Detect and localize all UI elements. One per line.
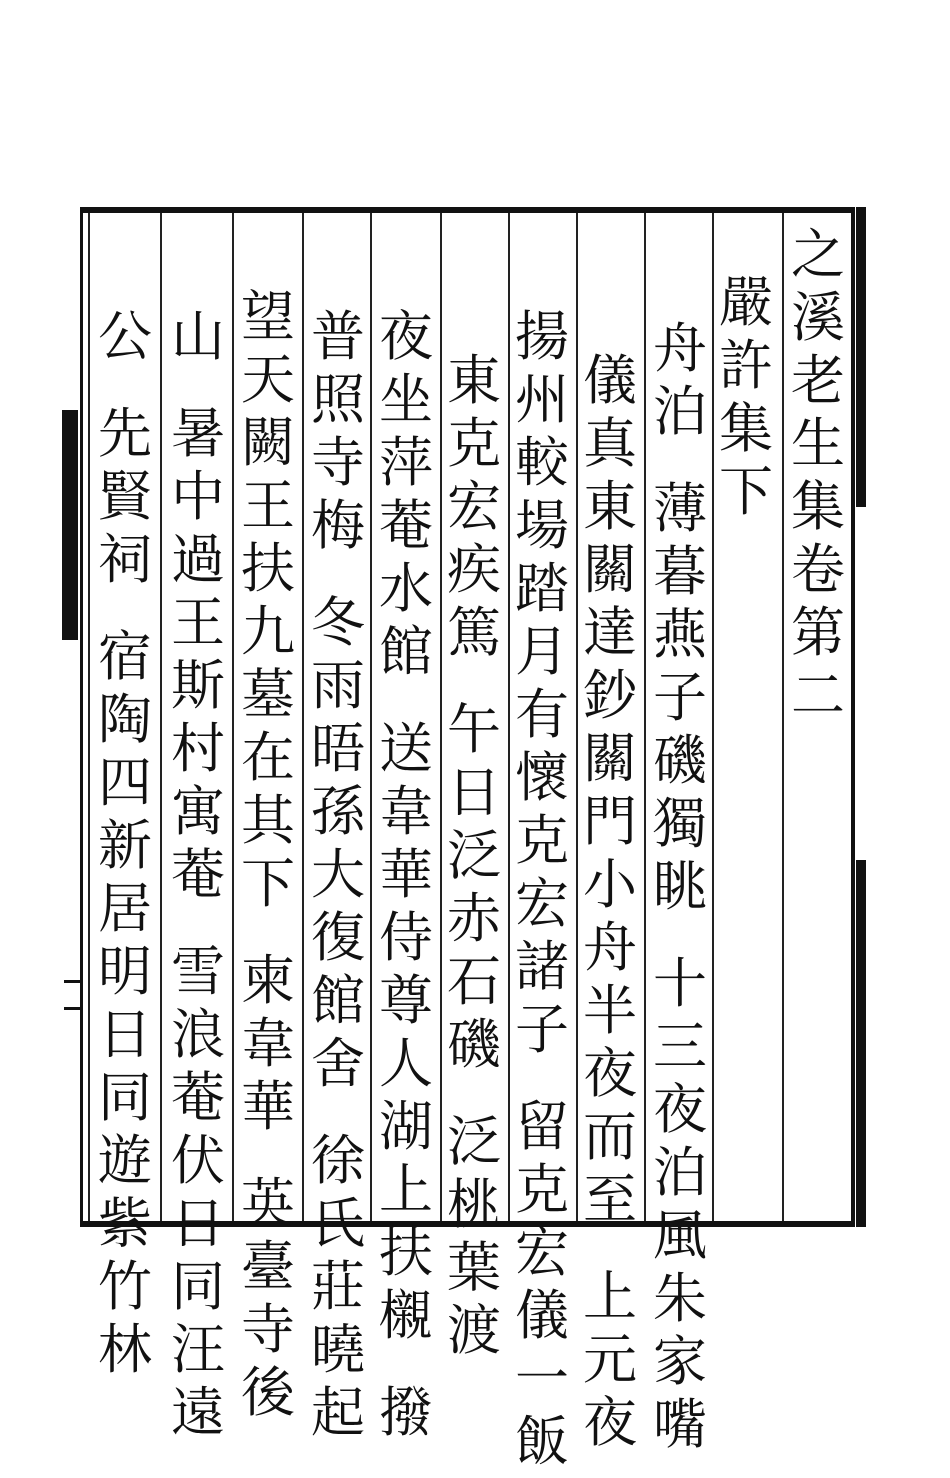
glyph: 汪 <box>171 1318 225 1381</box>
glyph: 日 <box>98 1003 152 1066</box>
glyph: 館 <box>311 969 365 1032</box>
glyph: 普 <box>311 305 365 368</box>
glyph: 生 <box>791 412 845 475</box>
glyph: 居 <box>98 877 152 940</box>
glyph: 水 <box>379 557 433 620</box>
glyph: 泊 <box>653 1141 707 1204</box>
glyph: 氏 <box>311 1192 365 1255</box>
glyph: 韋 <box>241 1012 295 1075</box>
glyph: 獨 <box>653 792 707 855</box>
column-rule <box>302 213 304 1221</box>
glyph: 舟 <box>583 916 637 979</box>
glyph: 坐 <box>379 368 433 431</box>
glyph: 州 <box>515 368 569 431</box>
glyph: 十 <box>653 952 707 1015</box>
glyph: 篤 <box>447 601 501 664</box>
text-column <box>509 305 575 1478</box>
column-rule <box>88 213 90 1221</box>
glyph: 王 <box>241 474 295 537</box>
glyph: 三 <box>653 1015 707 1078</box>
glyph: 溪 <box>791 286 845 349</box>
glyph: 撥 <box>379 1381 433 1444</box>
glyph: 磯 <box>447 1013 501 1076</box>
glyph: 葉 <box>447 1236 501 1299</box>
glyph: 儀 <box>515 1284 569 1347</box>
glyph: 徐 <box>311 1129 365 1192</box>
glyph: 燕 <box>653 603 707 666</box>
glyph: 柬 <box>241 949 295 1012</box>
glyph: 菴 <box>171 843 225 906</box>
glyph: 華 <box>241 1075 295 1138</box>
glyph: 東 <box>447 349 501 412</box>
glyph: 湖 <box>379 1095 433 1158</box>
glyph: 夜 <box>379 305 433 368</box>
glyph: 集 <box>791 475 845 538</box>
glyph: 望 <box>241 285 295 348</box>
glyph: 山 <box>171 305 225 368</box>
glyph: 英 <box>241 1172 295 1235</box>
glyph: 墓 <box>241 663 295 726</box>
glyph: 石 <box>447 950 501 1013</box>
glyph: 莊 <box>311 1255 365 1318</box>
glyph: 克 <box>447 412 501 475</box>
glyph: 日 <box>447 761 501 824</box>
glyph: 子 <box>653 666 707 729</box>
glyph: 萍 <box>379 431 433 494</box>
glyph: 伏 <box>171 1129 225 1192</box>
column-rule <box>644 213 646 1221</box>
glyph: 第 <box>791 601 845 664</box>
glyph: 真 <box>583 412 637 475</box>
column-rule <box>160 213 162 1221</box>
glyph: 踏 <box>515 557 569 620</box>
glyph: 新 <box>98 814 152 877</box>
glyph: 寺 <box>311 431 365 494</box>
glyph: 王 <box>171 591 225 654</box>
glyph: 關 <box>583 727 637 790</box>
glyph: 九 <box>241 600 295 663</box>
glyph: 半 <box>583 979 637 1042</box>
glyph: 而 <box>583 1105 637 1168</box>
glyph: 上 <box>583 1265 637 1328</box>
glyph: 闕 <box>241 411 295 474</box>
glyph: 二 <box>791 664 845 727</box>
glyph: 泊 <box>653 380 707 443</box>
right-edge-mark <box>856 207 866 507</box>
glyph: 克 <box>515 1158 569 1221</box>
glyph: 櫬 <box>379 1284 433 1347</box>
glyph: 宿 <box>98 625 152 688</box>
glyph: 照 <box>311 368 365 431</box>
glyph: 竹 <box>98 1255 152 1318</box>
glyph: 中 <box>171 465 225 528</box>
glyph: 菴 <box>379 494 433 557</box>
glyph: 場 <box>515 494 569 557</box>
glyph: 先 <box>98 402 152 465</box>
glyph: 冬 <box>311 591 365 654</box>
glyph: 諸 <box>515 935 569 998</box>
text-column <box>92 305 158 1386</box>
glyph: 斯 <box>171 654 225 717</box>
glyph: 孫 <box>311 780 365 843</box>
glyph: 公 <box>98 305 152 368</box>
glyph: 扶 <box>379 1221 433 1284</box>
glyph: 天 <box>241 348 295 411</box>
glyph: 卷 <box>791 538 845 601</box>
glyph: 夜 <box>583 1042 637 1105</box>
glyph: 同 <box>98 1066 152 1129</box>
glyph: 明 <box>98 940 152 1003</box>
glyph: 林 <box>98 1318 152 1381</box>
glyph: 華 <box>379 843 433 906</box>
glyph: 之 <box>791 223 845 286</box>
glyph: 關 <box>583 538 637 601</box>
glyph: 暮 <box>653 540 707 603</box>
glyph: 月 <box>515 620 569 683</box>
glyph: 子 <box>515 998 569 1061</box>
glyph: 小 <box>583 853 637 916</box>
glyph: 渡 <box>447 1299 501 1362</box>
glyph: 晤 <box>311 717 365 780</box>
right-edge-mark-lower <box>856 860 866 1227</box>
glyph: 夜 <box>583 1391 637 1454</box>
glyph: 懷 <box>515 746 569 809</box>
glyph: 薄 <box>653 477 707 540</box>
glyph: 午 <box>447 698 501 761</box>
text-column <box>305 305 371 1449</box>
text-column <box>577 349 643 1459</box>
glyph: 許 <box>719 334 773 397</box>
glyph: 疾 <box>447 538 501 601</box>
glyph: 一 <box>515 1347 569 1410</box>
text-column <box>235 285 301 1429</box>
glyph: 下 <box>719 460 773 523</box>
glyph: 老 <box>791 349 845 412</box>
glyph: 有 <box>515 683 569 746</box>
glyph: 祠 <box>98 528 152 591</box>
glyph: 後 <box>241 1361 295 1424</box>
glyph: 夜 <box>653 1078 707 1141</box>
glyph: 門 <box>583 790 637 853</box>
glyph: 宏 <box>515 1221 569 1284</box>
glyph: 朱 <box>653 1267 707 1330</box>
glyph: 雨 <box>311 654 365 717</box>
glyph: 寓 <box>171 780 225 843</box>
glyph: 大 <box>311 843 365 906</box>
glyph: 眺 <box>653 855 707 918</box>
glyph: 舟 <box>653 317 707 380</box>
glyph: 臺 <box>241 1235 295 1298</box>
glyph: 韋 <box>379 780 433 843</box>
text-column <box>373 305 439 1449</box>
book-spine-edge <box>62 410 78 640</box>
column-rule <box>782 213 784 1221</box>
glyph: 遠 <box>171 1381 225 1444</box>
glyph: 集 <box>719 397 773 460</box>
glyph: 菴 <box>171 1066 225 1129</box>
glyph: 同 <box>171 1255 225 1318</box>
glyph: 留 <box>515 1095 569 1158</box>
glyph: 尊 <box>379 969 433 1032</box>
glyph: 泛 <box>447 824 501 887</box>
glyph: 飯 <box>515 1410 569 1473</box>
glyph: 遊 <box>98 1129 152 1192</box>
glyph: 達 <box>583 601 637 664</box>
glyph: 上 <box>379 1158 433 1221</box>
text-column <box>647 317 713 1461</box>
folio-mark <box>64 980 80 1010</box>
glyph: 暑 <box>171 402 225 465</box>
glyph: 日 <box>171 1192 225 1255</box>
glyph: 至 <box>583 1168 637 1231</box>
glyph: 賢 <box>98 465 152 528</box>
glyph: 揚 <box>515 305 569 368</box>
glyph: 梅 <box>311 494 365 557</box>
glyph: 館 <box>379 620 433 683</box>
glyph: 東 <box>583 475 637 538</box>
glyph: 下 <box>241 852 295 915</box>
glyph: 桃 <box>447 1173 501 1236</box>
glyph: 起 <box>311 1381 365 1444</box>
column-rule <box>232 213 234 1221</box>
glyph: 家 <box>653 1330 707 1393</box>
glyph: 元 <box>583 1328 637 1391</box>
glyph: 復 <box>311 906 365 969</box>
glyph: 鈔 <box>583 664 637 727</box>
glyph: 四 <box>98 751 152 814</box>
text-column <box>165 305 231 1449</box>
glyph: 侍 <box>379 906 433 969</box>
glyph: 風 <box>653 1204 707 1267</box>
glyph: 克 <box>515 809 569 872</box>
glyph: 扶 <box>241 537 295 600</box>
glyph: 嚴 <box>719 271 773 334</box>
glyph: 送 <box>379 717 433 780</box>
glyph: 其 <box>241 789 295 852</box>
glyph: 較 <box>515 431 569 494</box>
text-column <box>713 271 779 528</box>
glyph: 在 <box>241 726 295 789</box>
glyph: 寺 <box>241 1298 295 1361</box>
text-column <box>441 349 507 1367</box>
glyph: 泛 <box>447 1110 501 1173</box>
glyph: 紫 <box>98 1192 152 1255</box>
glyph: 浪 <box>171 1003 225 1066</box>
text-column <box>785 223 851 732</box>
glyph: 宏 <box>515 872 569 935</box>
glyph: 人 <box>379 1032 433 1095</box>
glyph: 雪 <box>171 940 225 1003</box>
glyph: 曉 <box>311 1318 365 1381</box>
glyph: 過 <box>171 528 225 591</box>
glyph: 舍 <box>311 1032 365 1095</box>
glyph: 宏 <box>447 475 501 538</box>
glyph: 儀 <box>583 349 637 412</box>
glyph: 陶 <box>98 688 152 751</box>
glyph: 村 <box>171 717 225 780</box>
glyph: 赤 <box>447 887 501 950</box>
glyph: 嘴 <box>653 1393 707 1456</box>
glyph: 磯 <box>653 729 707 792</box>
